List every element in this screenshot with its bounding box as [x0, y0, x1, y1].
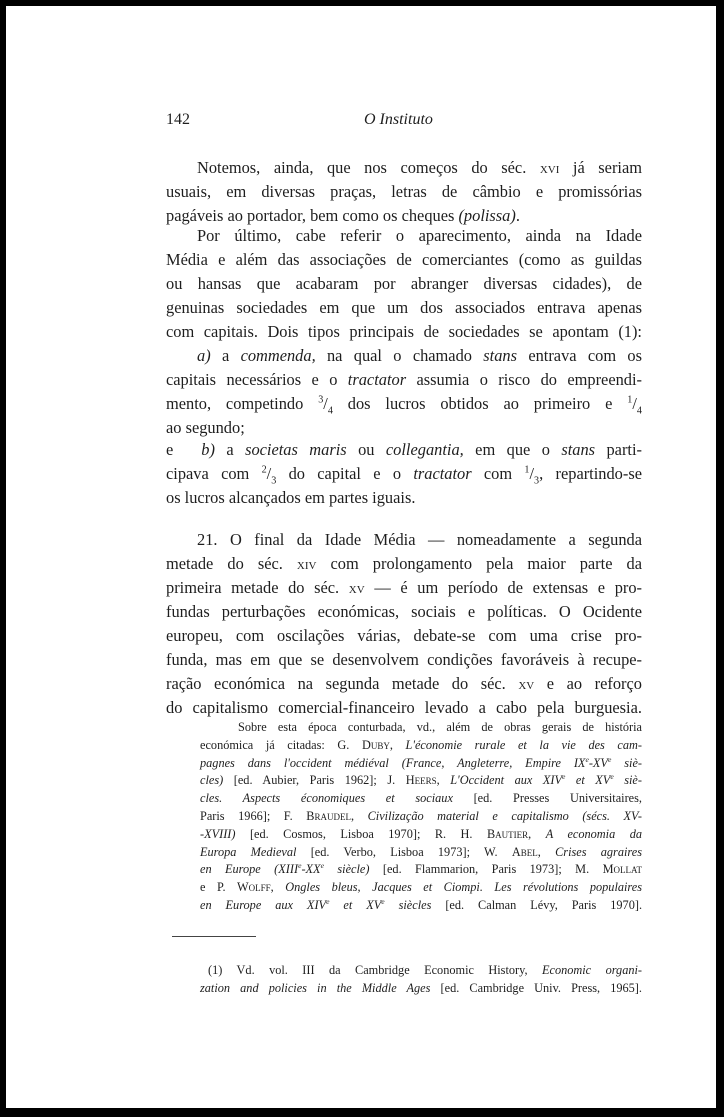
page	[6, 6, 716, 1108]
text-line: Notemos, ainda, que nos começos do séc. xvi já seriam	[197, 158, 642, 177]
text-line: cles) [ed. Aubier, Paris 1962]; J. Heers, L'Occident aux XIVe et XVe siè-	[200, 772, 642, 788]
text-line: a) a commenda, na qual o chamado stans entrava com os	[197, 346, 642, 365]
text-line: Sobre esta época conturbada, vd., além de obras gerais de história	[238, 720, 642, 734]
text-line: mento, competindo $^3/_4$ dos lucros obtidos ao primeiro e $^1/_4$	[166, 394, 642, 417]
text-line: Média e além das associações de comerciantes (como as guildas	[166, 250, 642, 269]
text-line: funda, mas em que se desenvolvem condições favoráveis à recupe-	[166, 650, 642, 669]
text-line: Europa Medieval [ed. Verbo, Lisboa 1973]; W. Abel, Crises agraires	[200, 844, 642, 859]
text-line: ração económica na segunda metade do séc. xv e ao reforço	[166, 674, 642, 693]
text-line: en Europe (XIIIe-XXe siècle) [ed. Flammarion, Paris 1973]; M. Mollat	[200, 861, 642, 877]
text-line: metade do séc. xiv com prolongamento pela maior parte da	[166, 554, 642, 573]
text-line: económica já citadas: G. Duby, L'économie rurale et la vie des cam-	[200, 737, 642, 752]
text-line: capitais necessários e o tractator assumia o risco do empreendi-	[166, 370, 642, 389]
list-item-b	[166, 438, 642, 510]
text-line: cipava com $^2/_3$ do capital e o tractator com $^1/_3$, repartindo-se	[166, 464, 642, 487]
text-line: ao segundo;	[166, 418, 245, 437]
paragraph-2	[166, 224, 642, 344]
text-line: pagnes dans l'occident médiéval (France, Angleterre, Empire IXe-XVe siè-	[200, 754, 642, 770]
text-line: (1) Vd. vol. III da Cambridge Economic History, Economic organi-	[208, 963, 642, 977]
text-line: ou hansas que acabaram por abranger diversas cidades), de	[166, 274, 642, 293]
text-line: fundas perturbações económicas, sociais e políticas. O Ocidente	[166, 602, 642, 621]
text-line: en Europe aux XIVe et XVe siècles [ed. Calman Lévy, Paris 1970].	[200, 896, 643, 912]
text-line: 21. O final da Idade Média — nomeadamente a segunda	[197, 530, 642, 549]
text-line: Por último, cabe referir o aparecimento, ainda na Idade	[197, 226, 642, 245]
footnote-1	[200, 961, 642, 997]
section-21	[166, 528, 642, 720]
text-line: os lucros alcançados em partes iguais.	[166, 488, 416, 507]
text-line: e P. Wolff, Ongles bleus, Jacques et Ciompi. Les révolutions populaires	[200, 880, 643, 895]
text-line: cles. Aspects économiques et sociaux [ed. Presses Universitaires,	[200, 791, 642, 806]
text-line: com capitais. Dois tipos principais de sociedades se apontam (1):	[166, 322, 642, 341]
list-item-a	[166, 344, 642, 440]
text-line: genuinas sociedades em que um dos associados entrava apenas	[166, 298, 642, 317]
text-line: do capitalismo comercial-financeiro levado a cabo pela burguesia.	[166, 698, 642, 717]
text-line: primeira metade do séc. xv — é um período de extensas e pro-	[166, 578, 642, 597]
running-title: O Instituto	[364, 111, 433, 128]
text-line: usuais, em diversas praças, letras de câmbio e promissórias	[166, 182, 642, 201]
page-number: 142	[166, 111, 190, 128]
text-line: zation and policies in the Middle Ages [ed. Cambridge Univ. Press, 1965].	[200, 981, 642, 995]
text-line: pagáveis ao portador, bem como os cheques (polissa).	[166, 206, 520, 225]
text-line: e b) a societas maris ou collegantia, em que o stans parti-	[166, 440, 642, 459]
text-line: europeu, com oscilações várias, debate-se com uma crise pro-	[166, 626, 642, 645]
text-line: -XVIII) [ed. Cosmos, Lisboa 1970]; R. H. Bautier, A economia da	[200, 826, 643, 841]
footnote-divider	[172, 936, 256, 937]
paragraph-1	[166, 156, 642, 228]
bibliography-note	[200, 719, 642, 915]
text-line: Paris 1966]; F. Braudel, Civilização material e capitalismo (sécs. XV-	[200, 808, 642, 823]
